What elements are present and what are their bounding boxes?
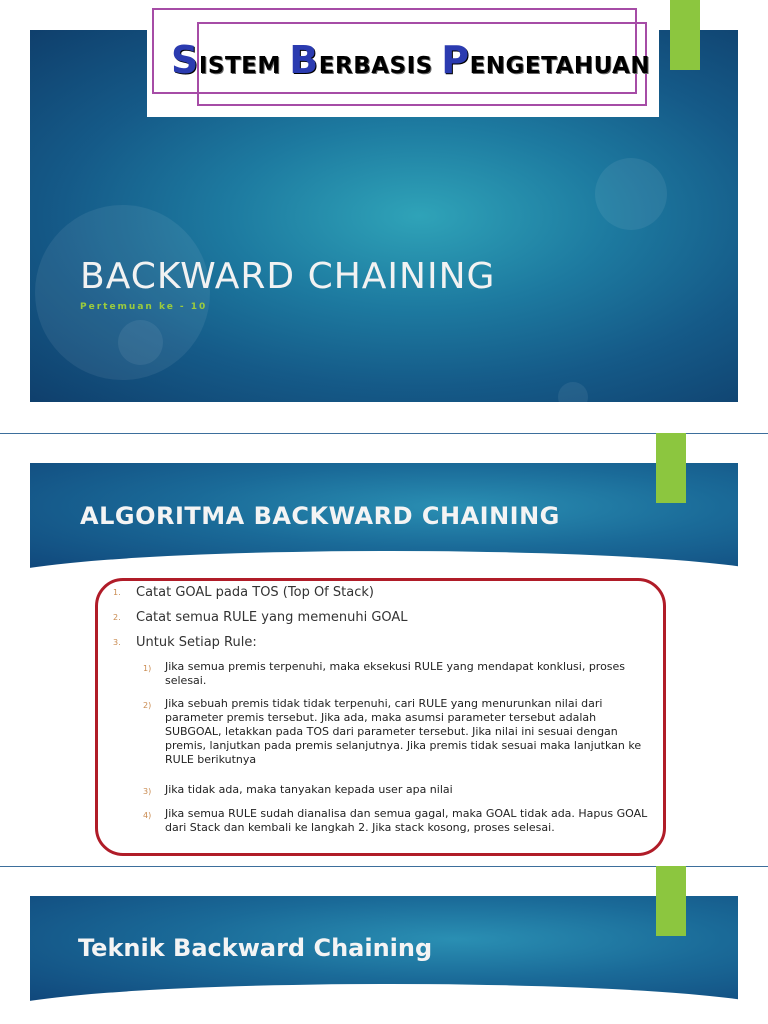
decorative-bubble: [595, 158, 667, 230]
logo-banner: [147, 0, 659, 117]
divider: [0, 866, 768, 867]
slide-title: Teknik Backward Chaining: [78, 934, 433, 962]
divider: [0, 433, 768, 434]
slide-title: BACKWARD CHAINING: [80, 256, 496, 297]
green-accent-square: [656, 433, 686, 503]
slide-title: ALGORITMA BACKWARD CHAINING: [80, 502, 560, 530]
decorative-bubble: [558, 382, 588, 402]
decorative-bubble: [118, 320, 163, 365]
green-accent-square: [656, 866, 686, 936]
green-accent-square: [670, 0, 700, 70]
logo-text: SISTEM BERBASIS PENGETAHUAN: [171, 38, 651, 82]
slide-subtitle: Pertemuan ke - 10: [80, 302, 208, 312]
